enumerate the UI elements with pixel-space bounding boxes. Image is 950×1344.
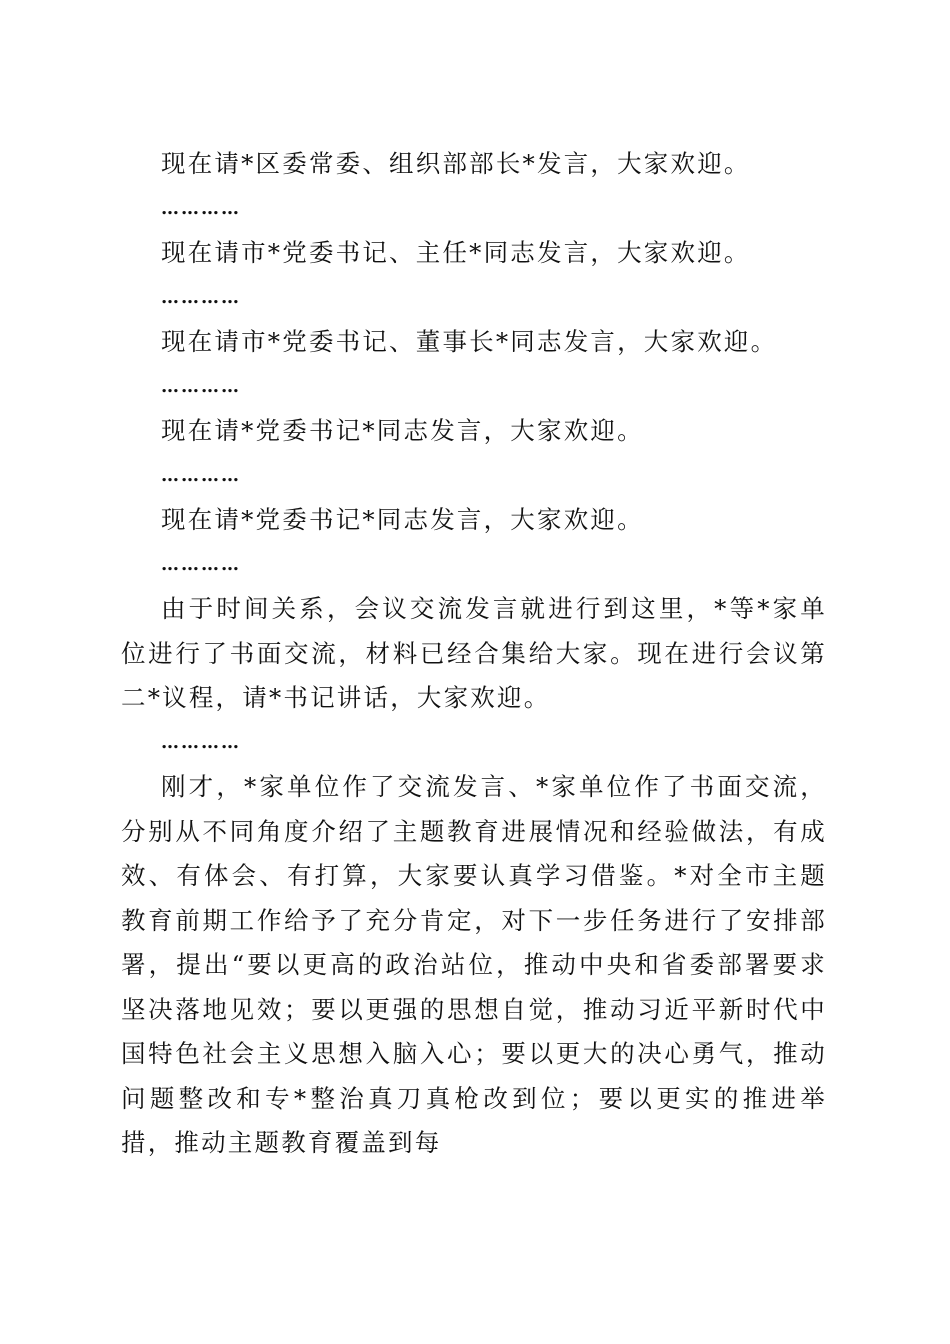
ellipsis-3: ………… [161, 375, 241, 397]
ellipsis-2: ………… [161, 286, 241, 308]
paragraph-summary: 刚才，*家单位作了交流发言、*家单位作了书面交流，分别从不同角度介绍了主题教育进展情况和经验做法，有成效、有体会、有打算，大家要认真学习借鉴。*对全市主题教育前期工作给予了充分肯定，对下一步任务进行了安排部署，提出“要以更高的政治站位，推动中央和省委部署要求坚决落地见效；要以更强的思想自觉，推动习近平新时代中国特色社会主义思想入脑入心；要以更大的决心勇气，推动问题整改和专*整治真刀真枪改到位；要以更实的推进举措，推动主题教育覆盖到每 [121, 772, 827, 1157]
paragraph-speaker-2: 现在请市*党委书记、主任*同志发言，大家欢迎。 [161, 238, 751, 267]
ellipsis-1: ………… [161, 197, 241, 219]
document-body [121, 142, 827, 1166]
ellipsis-6: ………… [161, 731, 241, 753]
paragraph-speaker-5: 现在请*党委书记*同志发言，大家欢迎。 [161, 505, 644, 534]
paragraph-transition: 由于时间关系，会议交流发言就进行到这里，*等*家单位进行了书面交流，材料已经合集给大家。现在进行会议第二*议程，请*书记讲话，大家欢迎。 [121, 594, 827, 712]
ellipsis-4: ………… [161, 464, 241, 486]
paragraph-speaker-3: 现在请市*党委书记、董事长*同志发言，大家欢迎。 [161, 327, 778, 356]
paragraph-speaker-4: 现在请*党委书记*同志发言，大家欢迎。 [161, 416, 644, 445]
ellipsis-5: ………… [161, 553, 241, 575]
paragraph-speaker-1: 现在请*区委常委、组织部部长*发言，大家欢迎。 [161, 149, 751, 178]
